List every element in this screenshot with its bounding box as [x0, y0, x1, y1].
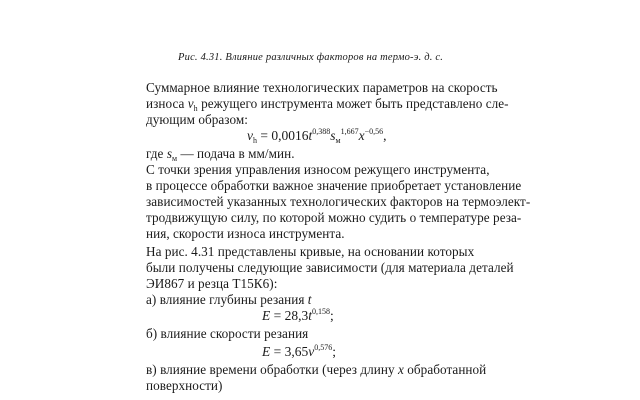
paragraph3-line2: были получены следующие зависимости (для материала деталей: [146, 260, 514, 275]
formula-a-exp: 0,158: [312, 307, 331, 316]
formula-a-var: t: [308, 308, 313, 323]
item-a-label: [146, 292, 312, 308]
paragraph2-line1: С точки зрения управления износом режущего инструмента,: [146, 162, 490, 177]
formula-wear-rate: [247, 128, 386, 144]
where-pre: где: [146, 146, 167, 161]
formula-t-exp: 0,388: [312, 127, 331, 136]
where-var: s: [166, 146, 172, 161]
item-c-pre: в) влияние времени обработки (через длину: [146, 362, 399, 377]
formula-x-var: x: [358, 128, 365, 143]
formula-b-end: ;: [332, 344, 337, 359]
item-c-var: x: [398, 362, 404, 377]
formula-lhs-var: v: [247, 128, 253, 143]
var-v: v: [187, 96, 194, 111]
paragraph1-line2-post: режущего инструмента может быть представлено сле-: [197, 96, 509, 111]
formula-a-coef: = 28,3: [270, 308, 309, 323]
paragraph1-line2: [146, 96, 509, 112]
formula-s-var: s: [330, 128, 336, 143]
item-c-post: обработанной: [403, 362, 487, 377]
formula-a-lhs: E: [262, 308, 271, 323]
figure-caption: Рис. 4.31. Влияние различных факторов на термо-э. д. с.: [178, 52, 444, 63]
paragraph1-line1: Суммарное влияние технологических параметров на скорость: [146, 80, 498, 95]
formula-b-coef: = 3,65: [270, 344, 309, 359]
formula-speed: [262, 344, 336, 360]
paragraph2-line2: в процессе обработки важное значение приобретает установление: [146, 178, 522, 193]
formula-b-lhs: E: [262, 344, 271, 359]
paragraph1-line3: дующим образом:: [146, 112, 248, 127]
item-c-line1: [146, 362, 486, 378]
formula-s-sub: м: [335, 136, 341, 145]
where-line: [146, 146, 295, 162]
formula-x-exp: −0,56: [364, 127, 384, 136]
where-sub: м: [172, 154, 178, 163]
paragraph2-line4: тродвижущую силу, по которой можно судить о температуре реза-: [146, 210, 522, 225]
formula-t-var: t: [308, 128, 313, 143]
item-b-label: б) влияние скорости резания: [146, 326, 309, 341]
sub-h: h: [193, 104, 198, 113]
where-post: — подача в мм/мин.: [177, 146, 295, 161]
paragraph3-line1: На рис. 4.31 представлены кривые, на основании которых: [146, 244, 475, 259]
formula-s-exp: 1,667: [340, 127, 359, 136]
formula-depth: [262, 308, 334, 324]
item-c-line2: поверхности): [146, 378, 223, 393]
paragraph2-line5: ния, скорости износа инструмента.: [146, 226, 345, 241]
paragraph2-line3: зависимостей указанных технологических факторов на термоэлект-: [146, 194, 531, 209]
formula-end: ,: [383, 128, 387, 143]
formula-coef: = 0,0016: [257, 128, 309, 143]
item-a-var: t: [307, 292, 312, 307]
formula-lhs-sub: h: [253, 136, 257, 145]
formula-b-var: v: [308, 344, 315, 359]
item-a-text: а) влияние глубины резания: [146, 292, 308, 307]
formula-a-end: ;: [330, 308, 334, 323]
formula-b-exp: 0,576: [314, 343, 333, 352]
paragraph1-line2-pre: износа: [146, 96, 188, 111]
paragraph3-line3: ЭИ867 и резца Т15К6):: [146, 276, 278, 291]
